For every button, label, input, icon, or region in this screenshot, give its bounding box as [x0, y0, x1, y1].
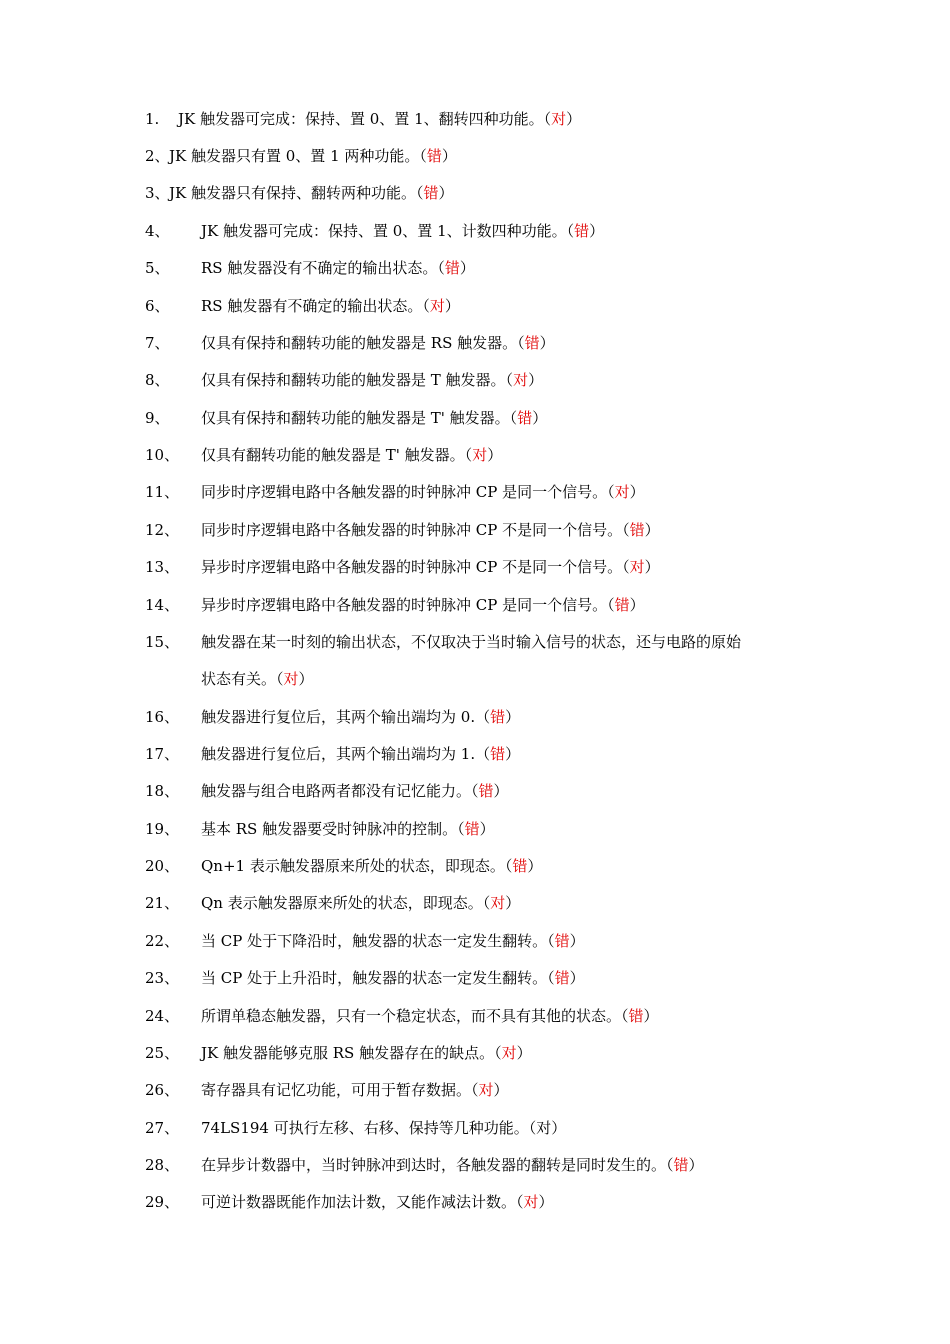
item-statement: 基本 RS 触发器要受时钟脉冲的控制。 — [201, 820, 458, 838]
item-text — [201, 444, 502, 466]
item-number: 5、 — [145, 259, 170, 277]
item-text — [201, 407, 547, 429]
item-text — [201, 930, 585, 952]
answer-open-paren: （ — [622, 521, 630, 539]
item-statement: 触发器进行复位后，其两个输出端均为 0. — [201, 708, 476, 726]
answer-mark: 错 — [554, 932, 570, 950]
item-text — [201, 1154, 704, 1176]
answer-mark: 对 — [472, 446, 488, 464]
answer-open-paren: （ — [422, 297, 430, 315]
answer-open-paren: （ — [276, 670, 284, 688]
answer-mark: 对 — [513, 371, 529, 389]
answer-open-paren: （ — [471, 782, 479, 800]
item-text — [201, 332, 555, 354]
answer-open-paren: （ — [475, 708, 491, 726]
item-statement: 同步时序逻辑电路中各触发器的时钟脉冲 CP 是同一个信号。 — [201, 483, 608, 501]
answer-close-paren: ） — [688, 1156, 704, 1174]
list-item — [0, 407, 950, 437]
item-number: 20、 — [145, 857, 180, 875]
item-number: 19、 — [145, 820, 180, 838]
list-item — [0, 743, 950, 773]
answer-close-paren: ） — [528, 371, 544, 389]
answer-close-paren: ） — [538, 1193, 554, 1211]
answer-close-paren: ） — [444, 297, 460, 315]
answer-close-paren: ） — [539, 334, 555, 352]
list-item — [0, 145, 950, 175]
item-statement: 触发器进行复位后，其两个输出端均为 1. — [201, 745, 476, 763]
item-number: 7、 — [145, 334, 170, 352]
answer-mark: 错 — [512, 857, 528, 875]
list-item — [0, 855, 950, 885]
item-text — [201, 257, 475, 279]
answer-mark: 错 — [614, 596, 630, 614]
item-statement: Qn 表示触发器原来所处的状态，即现态。 — [201, 894, 483, 912]
item-text — [201, 892, 520, 914]
answer-close-paren: ） — [644, 521, 660, 539]
answer-mark: 对 — [536, 1119, 552, 1137]
item-statement: 在异步计数器中，当时钟脉冲到达时，各触发器的翻转是同时发生的。 — [201, 1156, 667, 1174]
answer-open-paren: （ — [528, 1119, 537, 1137]
answer-mark: 错 — [464, 820, 480, 838]
list-item — [0, 967, 950, 997]
answer-open-paren: （ — [457, 820, 465, 838]
answer-open-paren: （ — [505, 371, 514, 389]
list-item — [0, 780, 950, 810]
answer-mark: 错 — [517, 409, 533, 427]
answer-mark: 对 — [614, 483, 630, 501]
item-text — [201, 556, 660, 578]
answer-open-paren: （ — [566, 222, 575, 240]
answer-close-paren: ） — [438, 184, 454, 202]
item-number: 12、 — [145, 521, 180, 539]
answer-open-paren: （ — [482, 894, 491, 912]
list-item — [0, 1117, 950, 1147]
item-number: 26、 — [145, 1081, 180, 1099]
answer-close-paren: ） — [459, 259, 475, 277]
item-statement: 74LS194 可执行左移、右移、保持等几种功能。 — [201, 1119, 529, 1137]
answer-mark: 对 — [478, 1081, 494, 1099]
answer-close-paren: ） — [532, 409, 548, 427]
item-number: 21、 — [145, 894, 180, 912]
item-text — [201, 780, 509, 802]
answer-mark: 错 — [423, 184, 439, 202]
item-statement: 触发器在某一时刻的输出状态，不仅取决于当时输入信号的状态，还与电路的原始 — [201, 633, 742, 651]
answer-close-paren: ） — [505, 708, 521, 726]
answer-close-paren: ） — [493, 782, 509, 800]
item-statement: 当 CP 处于上升沿时，触发器的状态一定发生翻转。 — [201, 969, 548, 987]
answer-open-paren: （ — [607, 596, 615, 614]
list-item — [0, 295, 950, 325]
item-text — [201, 1042, 532, 1064]
item-text — [201, 706, 520, 728]
list-item — [0, 594, 950, 624]
answer-mark: 对 — [429, 297, 445, 315]
answer-mark: 错 — [444, 259, 460, 277]
list-item — [0, 556, 950, 586]
item-statement: 当 CP 处于下降沿时，触发器的状态一定发生翻转。 — [201, 932, 548, 950]
answer-mark: 错 — [478, 782, 494, 800]
item-number: 24、 — [145, 1007, 180, 1025]
item-statement: JK 触发器可完成：保持、置 0、置 1、翻转四种功能。 — [178, 110, 544, 128]
item-text — [201, 1191, 554, 1213]
list-item — [0, 444, 950, 474]
item-text — [169, 182, 454, 204]
item-statement: JK 触发器只有置 0、置 1 两种功能。 — [169, 147, 420, 165]
item-number: 27、 — [145, 1119, 180, 1137]
item-statement: 可逆计数器既能作加法计数，又能作减法计数。 — [201, 1193, 517, 1211]
item-statement: 仅具有保持和翻转功能的触发器是 T' 触发器。 — [201, 409, 510, 427]
answer-mark: 错 — [490, 708, 506, 726]
item-statement: 寄存器具有记忆功能，可用于暂存数据。 — [201, 1081, 472, 1099]
item-number: 25、 — [145, 1044, 180, 1062]
item-text — [201, 1079, 509, 1101]
item-text — [201, 855, 542, 877]
item-text — [201, 818, 495, 840]
item-number: 4、 — [145, 222, 170, 240]
item-statement: 同步时序逻辑电路中各触发器的时钟脉冲 CP 不是同一个信号。 — [201, 521, 623, 539]
list-item — [0, 108, 950, 138]
item-text-continued — [201, 668, 314, 690]
list-item — [0, 706, 950, 736]
item-text — [201, 519, 660, 541]
answer-open-paren: （ — [419, 147, 427, 165]
item-number: 18、 — [145, 782, 180, 800]
answer-mark: 错 — [629, 521, 645, 539]
list-item — [0, 1079, 950, 1109]
answer-open-paren: （ — [607, 483, 615, 501]
answer-open-paren: （ — [509, 409, 518, 427]
item-text — [201, 295, 460, 317]
list-item — [0, 332, 950, 362]
item-text — [169, 145, 457, 167]
answer-mark: 错 — [628, 1007, 644, 1025]
item-number: 8、 — [145, 371, 170, 389]
answer-mark: 错 — [426, 147, 442, 165]
item-number: 22、 — [145, 932, 180, 950]
answer-open-paren: （ — [547, 969, 555, 987]
answer-close-paren: ） — [569, 969, 585, 987]
item-number: 1. — [145, 110, 160, 128]
list-item — [0, 631, 950, 688]
item-number: 16、 — [145, 708, 180, 726]
list-item — [0, 257, 950, 287]
item-number: 10、 — [145, 446, 180, 464]
list-item — [0, 481, 950, 511]
answer-close-paren: ） — [479, 820, 495, 838]
answer-close-paren: ） — [566, 110, 582, 128]
list-item — [0, 818, 950, 848]
list-item — [0, 1042, 950, 1072]
answer-close-paren: ） — [569, 932, 585, 950]
answer-close-paren: ） — [487, 446, 503, 464]
answer-mark: 错 — [574, 222, 590, 240]
item-statement: JK 触发器可完成：保持、置 0、置 1、计数四种功能。 — [201, 222, 567, 240]
answer-close-paren: ） — [505, 745, 521, 763]
answer-open-paren: （ — [475, 745, 491, 763]
answer-close-paren: ） — [505, 894, 521, 912]
answer-mark: 错 — [673, 1156, 689, 1174]
item-text — [201, 594, 645, 616]
answer-close-paren: ） — [629, 596, 645, 614]
answer-close-paren: ） — [298, 670, 314, 688]
answer-close-paren: ） — [644, 558, 660, 576]
answer-close-paren: ） — [629, 483, 645, 501]
item-number: 11、 — [145, 483, 180, 501]
list-item — [0, 1154, 950, 1184]
answer-mark: 对 — [523, 1193, 539, 1211]
answer-open-paren: （ — [504, 857, 513, 875]
answer-open-paren: （ — [517, 334, 525, 352]
answer-open-paren: （ — [416, 184, 424, 202]
item-number: 23、 — [145, 969, 180, 987]
item-number: 6、 — [145, 297, 170, 315]
item-text — [201, 220, 604, 242]
answer-close-paren: ） — [441, 147, 457, 165]
item-number: 13、 — [145, 558, 180, 576]
item-text — [201, 1117, 566, 1139]
item-number: 28、 — [145, 1156, 180, 1174]
item-statement: 异步时序逻辑电路中各触发器的时钟脉冲 CP 不是同一个信号。 — [201, 558, 623, 576]
item-statement: JK 触发器能够克服 RS 触发器存在的缺点。 — [201, 1044, 495, 1062]
item-number: 3、 — [145, 184, 170, 202]
item-text — [201, 743, 520, 765]
item-statement: RS 触发器有不确定的输出状态。 — [201, 297, 423, 315]
item-statement: 仅具有保持和翻转功能的触发器是 RS 触发器。 — [201, 334, 518, 352]
item-text — [201, 1005, 659, 1027]
answer-mark: 对 — [501, 1044, 517, 1062]
item-statement: 异步时序逻辑电路中各触发器的时钟脉冲 CP 是同一个信号。 — [201, 596, 608, 614]
answer-open-paren: （ — [464, 446, 473, 464]
answer-open-paren: （ — [547, 932, 555, 950]
item-statement: 触发器与组合电路两者都没有记忆能力。 — [201, 782, 472, 800]
list-item — [0, 1191, 950, 1221]
list-item — [0, 519, 950, 549]
answer-mark: 错 — [554, 969, 570, 987]
item-statement-continued: 状态有关。 — [201, 670, 277, 688]
item-statement: 仅具有保持和翻转功能的触发器是 T 触发器。 — [201, 371, 506, 389]
answer-mark: 对 — [629, 558, 645, 576]
item-statement: RS 触发器没有不确定的输出状态。 — [201, 259, 438, 277]
answer-mark: 对 — [283, 670, 299, 688]
answer-open-paren: （ — [516, 1193, 524, 1211]
list-item — [0, 930, 950, 960]
item-number: 9、 — [145, 409, 170, 427]
item-text — [178, 108, 581, 130]
answer-close-paren: ） — [589, 222, 605, 240]
answer-mark: 对 — [490, 894, 506, 912]
list-item — [0, 369, 950, 399]
list-item — [0, 892, 950, 922]
item-number: 29、 — [145, 1193, 180, 1211]
item-text — [201, 631, 741, 653]
item-statement: 仅具有翻转功能的触发器是 T' 触发器。 — [201, 446, 465, 464]
answer-open-paren: （ — [666, 1156, 674, 1174]
item-text — [201, 369, 543, 391]
item-statement: Qn+1 表示触发器原来所处的状态，即现态。 — [201, 857, 505, 875]
answer-open-paren: （ — [471, 1081, 479, 1099]
answer-close-paren: ） — [551, 1119, 567, 1137]
item-number: 17、 — [145, 745, 180, 763]
answer-mark: 错 — [524, 334, 540, 352]
item-text — [201, 967, 585, 989]
answer-mark: 错 — [490, 745, 506, 763]
item-text — [201, 481, 645, 503]
answer-mark: 对 — [551, 110, 567, 128]
answer-close-paren: ） — [527, 857, 543, 875]
list-item — [0, 1005, 950, 1035]
answer-open-paren: （ — [494, 1044, 502, 1062]
item-statement: JK 触发器只有保持、翻转两种功能。 — [169, 184, 416, 202]
list-item — [0, 182, 950, 212]
answer-close-paren: ） — [643, 1007, 659, 1025]
answer-open-paren: （ — [621, 1007, 629, 1025]
answer-open-paren: （ — [437, 259, 445, 277]
item-number: 2、 — [145, 147, 170, 165]
answer-open-paren: （ — [543, 110, 552, 128]
item-statement: 所谓单稳态触发器，只有一个稳定状态，而不具有其他的状态。 — [201, 1007, 622, 1025]
list-item — [0, 220, 950, 250]
answer-close-paren: ） — [516, 1044, 532, 1062]
item-number: 15、 — [145, 633, 180, 651]
item-number: 14、 — [145, 596, 180, 614]
answer-close-paren: ） — [493, 1081, 509, 1099]
answer-open-paren: （ — [622, 558, 630, 576]
